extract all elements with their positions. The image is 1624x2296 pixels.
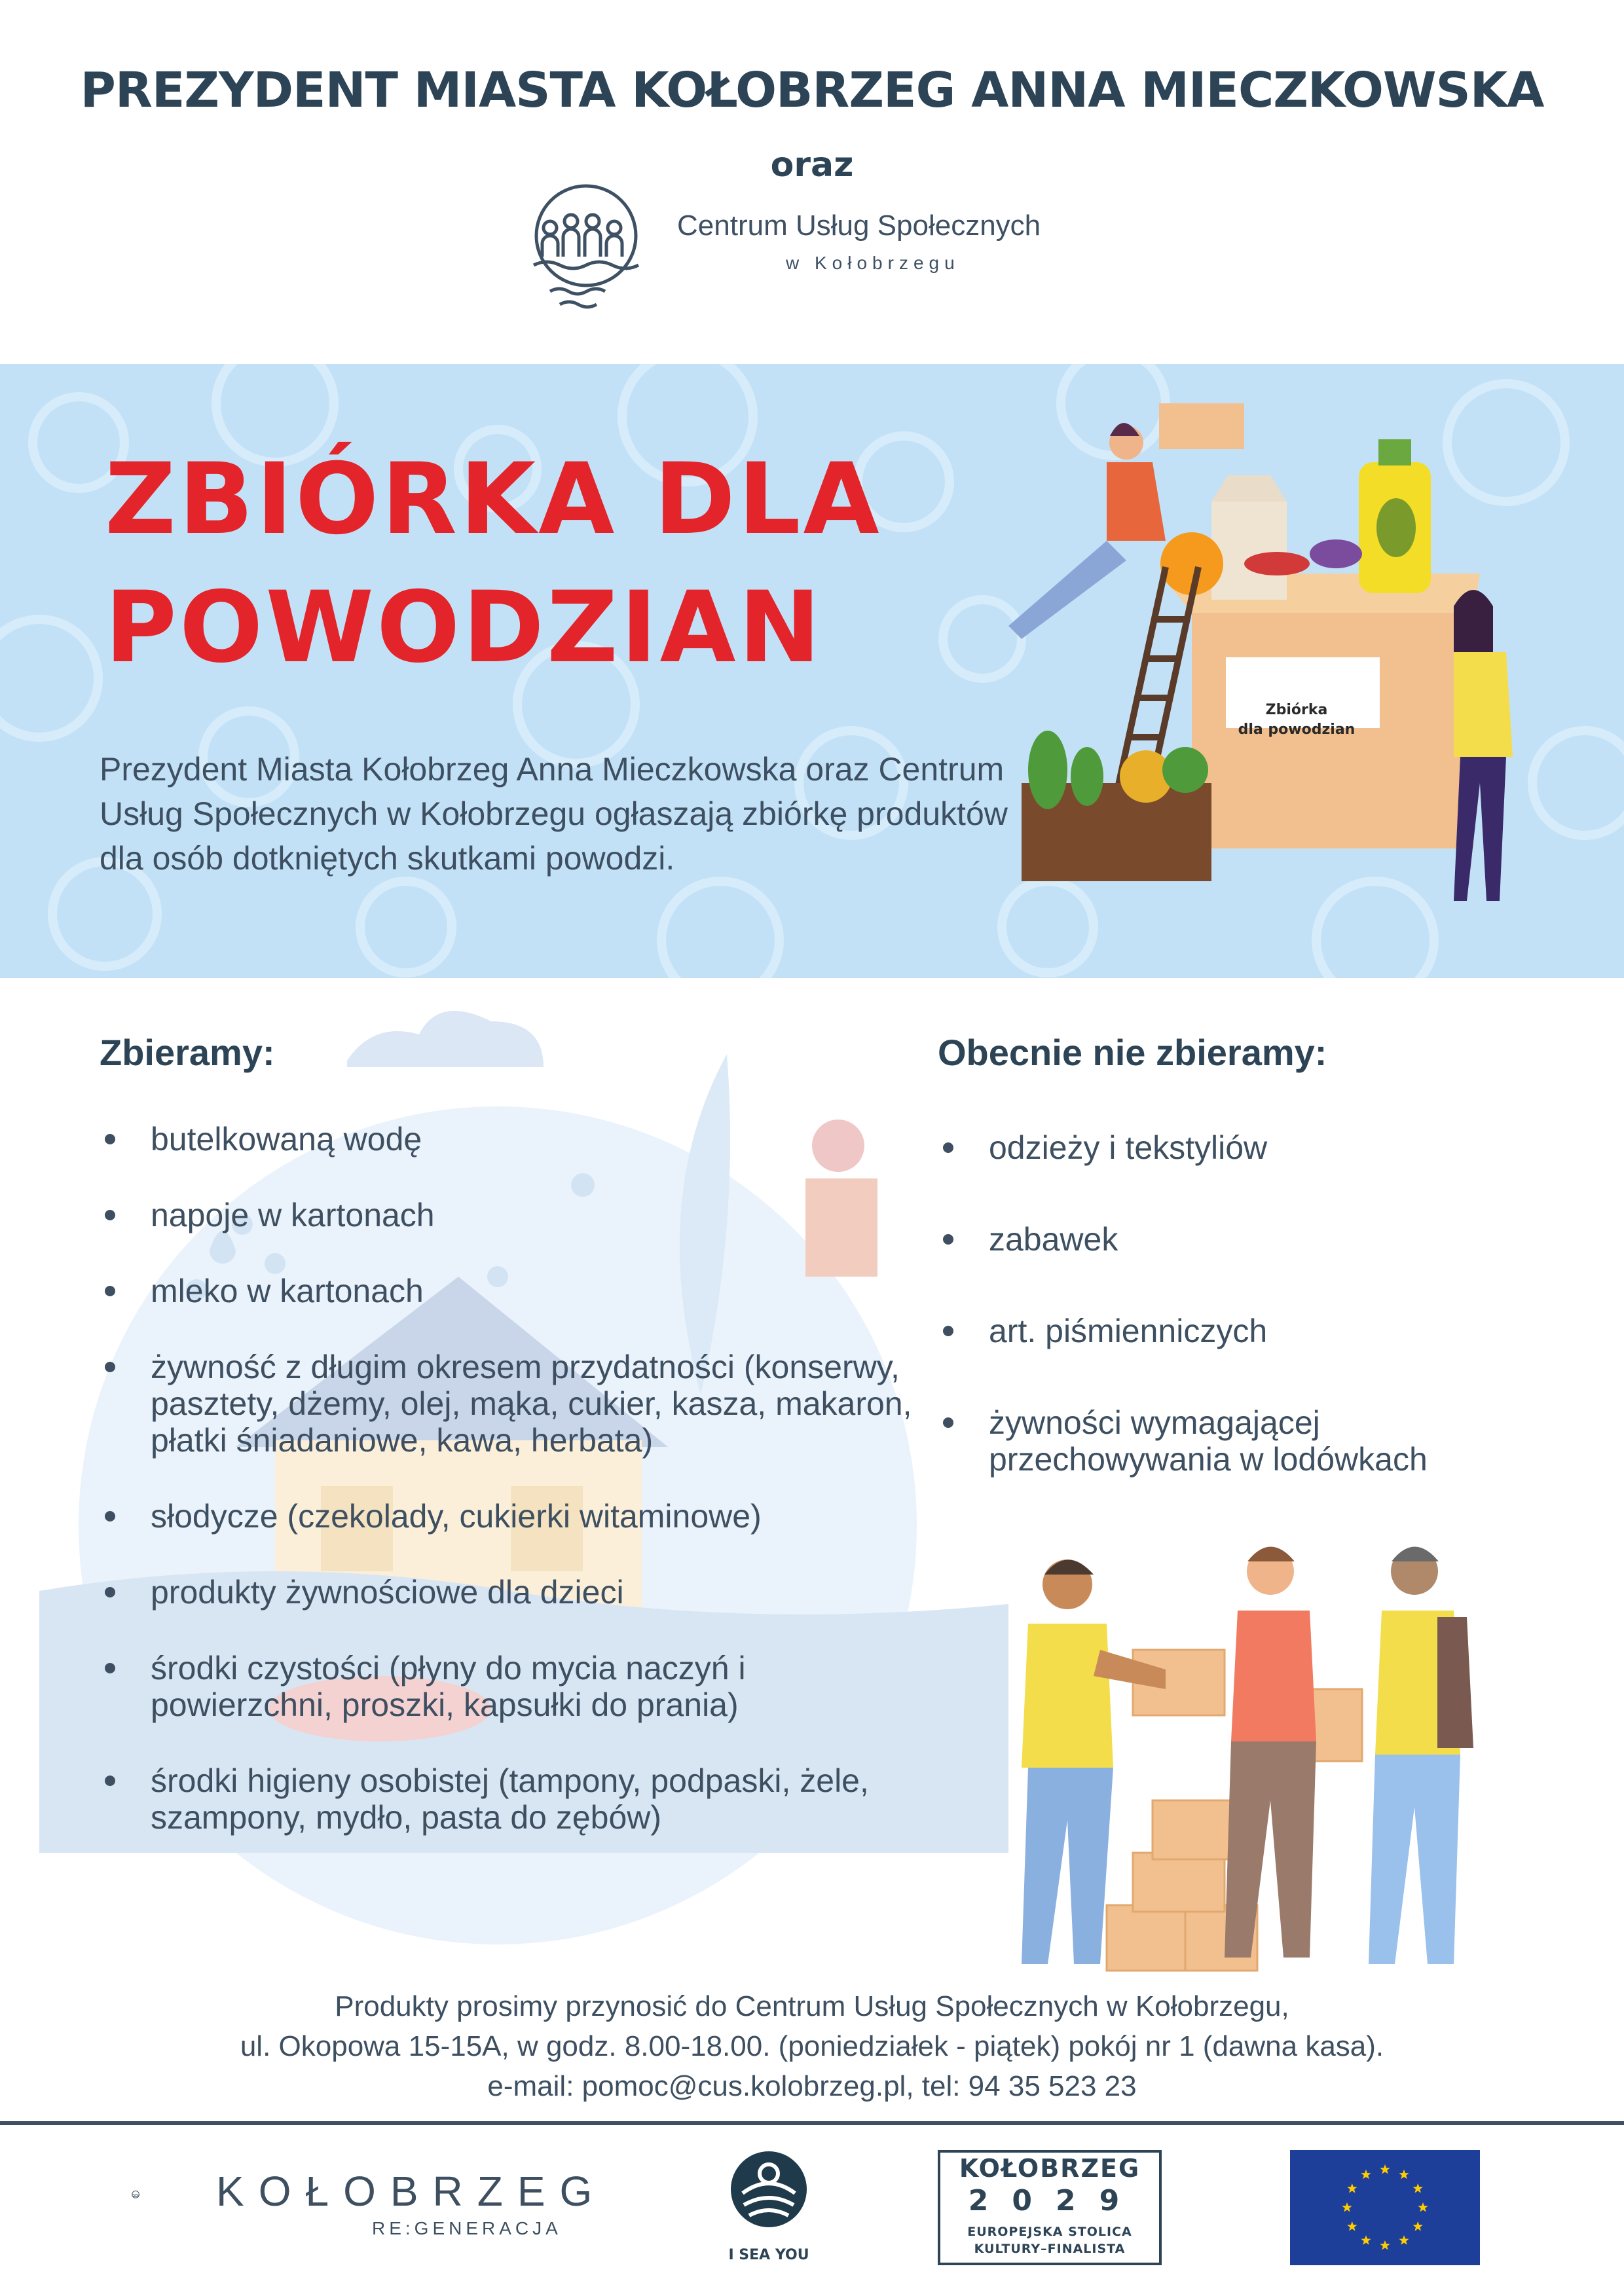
box-label-line1: Zbiórka: [1265, 702, 1328, 718]
bullet-icon: [105, 1776, 115, 1786]
info-line1: Produkty prosimy przynosić do Centrum Usług Społecznych w Kołobrzegu,: [335, 1990, 1289, 2022]
bullet-icon: [105, 1511, 115, 1522]
bullet-icon: [943, 1234, 953, 1245]
list-item: mleko w kartonach: [100, 1273, 918, 1309]
list-item: żywności wymagającej przechowywania w lodówkach: [938, 1404, 1462, 1478]
cus-name: Centrum Usług Społecznych: [677, 210, 1041, 242]
isy-logo-text: I SEA YOU: [728, 2247, 809, 2263]
bullet-icon: [105, 1134, 115, 1144]
donation-box-illustration: [995, 403, 1559, 914]
volunteers-illustration: [982, 1545, 1519, 1977]
list-item: produkty żywnościowe dla dzieci: [100, 1574, 918, 1611]
kolobrzeg-logo-sub: RE:GENERACJA: [372, 2218, 562, 2238]
list-item: środki czystości (płyny do mycia naczyń i powierzchni, proszki, kapsułki do prania): [100, 1650, 918, 1723]
info-line2: ul. Okopowa 15-15A, w godz. 8.00-18.00. (poniedziałek - piątek) pokój nr 1 (dawna kasa).: [240, 2030, 1384, 2062]
nocollect-list: [938, 1129, 1462, 1533]
banner: [0, 364, 1624, 978]
banner-title-line2: POWODZIAN: [105, 571, 824, 685]
wave-icon: [131, 2167, 203, 2226]
bullet-icon: [105, 1286, 115, 1296]
banner-title-line1: ZBIÓRKA DLA: [105, 443, 882, 556]
eye-wave-icon: [729, 2147, 808, 2239]
eu-flag-icon: [1290, 2150, 1480, 2265]
list-item: art. piśmienniczych: [938, 1313, 1462, 1349]
bullet-icon: [105, 1587, 115, 1597]
bullet-icon: [943, 1326, 953, 1336]
list-item: butelkowaną wodę: [100, 1121, 918, 1157]
footer-divider: [0, 2121, 1624, 2125]
bullet-icon: [105, 1210, 115, 1220]
bullet-icon: [105, 1362, 115, 1372]
header-title: PREZYDENT MIASTA KOŁOBRZEG ANNA MIECZKOWSKA: [80, 62, 1544, 118]
kolobrzeg-logo-text: KOŁOBRZEG: [216, 2168, 607, 2215]
list-item: słodycze (czekolady, cukierki witaminowe): [100, 1498, 918, 1535]
info-line3[interactable]: e-mail: pomoc@cus.kolobrzeg.pl, tel: 94 35 523 23: [487, 2070, 1137, 2102]
header-oraz: oraz: [770, 145, 854, 185]
ecoc-logo-sub1: EUROPEJSKA STOLICA: [967, 2225, 1132, 2239]
bullet-icon: [943, 1417, 953, 1428]
list-item: napoje w kartonach: [100, 1197, 918, 1233]
ecoc-logo-year: 2029: [968, 2184, 1143, 2217]
bullet-icon: [943, 1142, 953, 1153]
collect-list: [100, 1121, 918, 1875]
ecoc-logo-sub2: KULTURY–FINALISTA: [974, 2242, 1126, 2256]
list-item: odzieży i tekstyliów: [938, 1129, 1462, 1166]
box-label-line2: dla powodzian: [1238, 721, 1356, 738]
nocollect-heading: Obecnie nie zbieramy:: [938, 1032, 1327, 1073]
list-item: żywność z długim okresem przydatności (konserwy, pasztety, dżemy, olej, mąka, cukier, kasza, makaron, płatki śniadaniowe, kawa, herbata): [100, 1349, 918, 1459]
list-item: środki higieny osobistej (tampony, podpaski, żele, szampony, mydło, pasta do zębów): [100, 1762, 918, 1836]
cus-city: w Kołobrzegu: [786, 253, 960, 273]
bullet-icon: [105, 1663, 115, 1673]
banner-text: Prezydent Miasta Kołobrzeg Anna Mieczkowska oraz Centrum Usług Społecznych w Kołobrzegu ogłaszają zbiórkę produktów dla osób dotkniętych skutkami powodzi.: [100, 751, 1008, 877]
cus-people-icon: [524, 183, 648, 311]
list-item: zabawek: [938, 1221, 1462, 1258]
collect-heading: Zbieramy:: [100, 1032, 275, 1073]
ecoc-logo-title: KOŁOBRZEG: [959, 2154, 1141, 2183]
